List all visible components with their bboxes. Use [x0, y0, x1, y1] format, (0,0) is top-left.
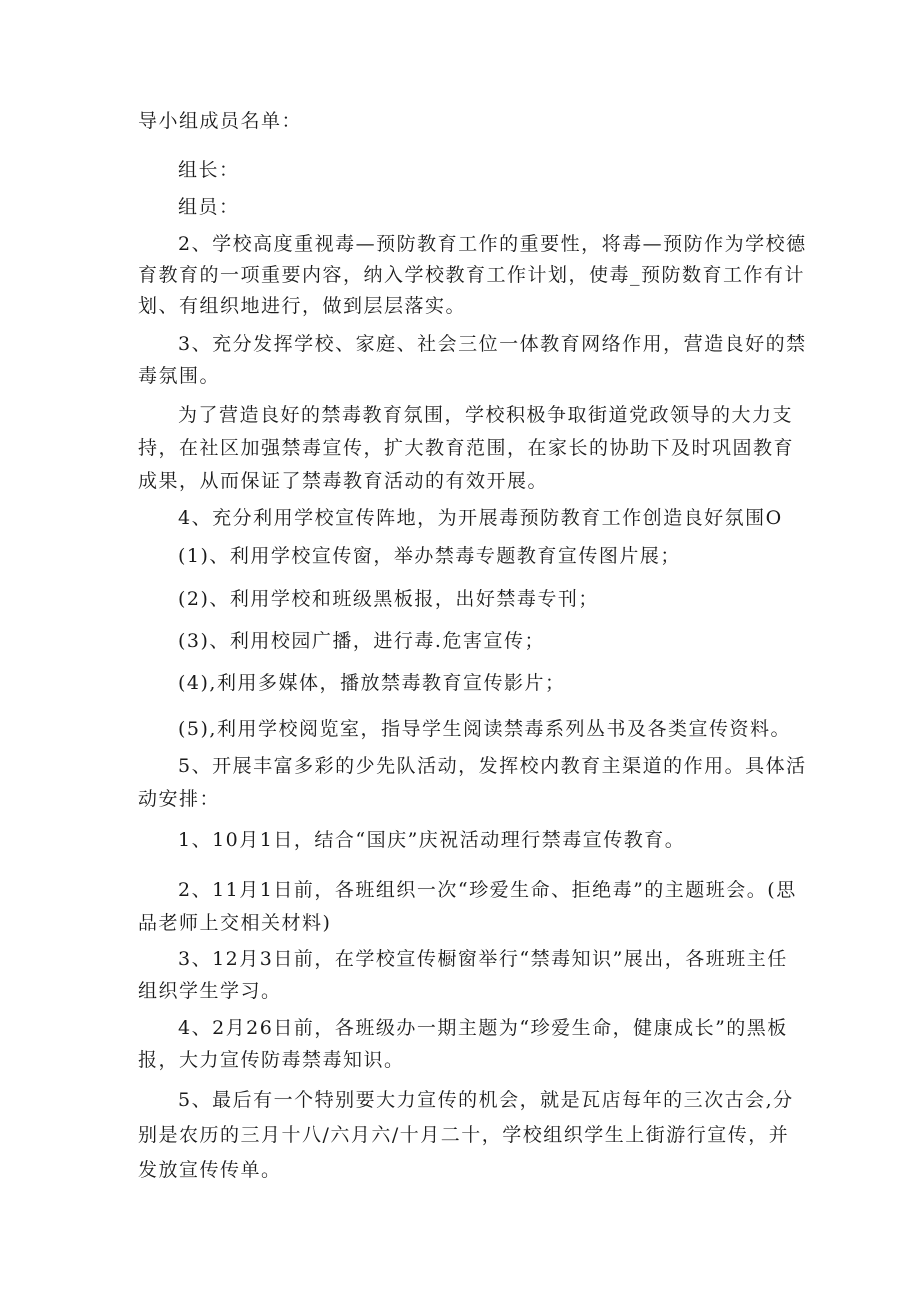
doc-line-members: 组员： — [178, 196, 240, 218]
doc-line-subitem-2: (2)、利用学校和班级黑板报，出好禁毒专刊； — [178, 588, 599, 610]
doc-line-activity-5-cont: 发放宣传传单。 — [138, 1159, 282, 1181]
doc-line-item-2: 2、学校高度重视毒—预防教育工作的重要性，将毒—预防作为学校德 — [178, 233, 807, 255]
doc-line-activity-4-cont: 报，大力宣传防毒禁毒知识。 — [138, 1049, 405, 1071]
doc-line-activity-4: 4、2月26日前，各班级办一期主题为“珍爱生命，健康成长”的黑板 — [178, 1017, 788, 1039]
doc-line-activity-5-cont: 别是农历的三月十八/六月六/十月二十，学校组织学生上街游行宣传，并 — [138, 1124, 790, 1146]
doc-line-paragraph: 为了营造良好的禁毒教育氛围，学校积极争取街道党政领导的大力支 — [178, 404, 794, 426]
doc-line-item-5: 5、开展丰富多彩的少先队活动，发挥校内教育主渠道的作用。具体活 — [178, 755, 807, 777]
doc-line-item-2-cont: 划、有组织地进行，做到层层落实。 — [138, 295, 467, 317]
doc-line-activity-5: 5、最后有一个特别要大力宣传的机会，就是瓦店每年的三次古会,分 — [178, 1089, 794, 1111]
doc-line-subitem-3: (3)、利用校园广播，进行毒.危害宣传； — [178, 630, 545, 652]
doc-line-subitem-4: (4),利用多媒体，播放禁毒教育宣传影片； — [178, 672, 566, 694]
doc-line-list-heading: 导小组成员名单： — [138, 110, 303, 132]
doc-line-item-3: 3、充分发挥学校、家庭、社会三位一体教育网络作用，营造良好的禁 — [178, 333, 807, 355]
doc-line-item-4: 4、充分利用学校宣传阵地，为开展毒预防教育工作创造良好氛围O — [178, 507, 783, 529]
doc-line-item-3-cont: 毒氛围。 — [138, 365, 221, 387]
doc-line-item-2-cont: 育教育的一项重要内容，纳入学校教育工作计划，使毒_预防数育工作有计 — [138, 264, 806, 286]
doc-line-item-5-cont: 动安排： — [138, 788, 221, 810]
doc-line-activity-1: 1、10月1日，结合“国庆”庆祝活动理行禁毒宣传教育。 — [178, 829, 686, 851]
doc-line-leader: 组长： — [178, 159, 240, 181]
doc-line-activity-3-cont: 组织学生学习。 — [138, 980, 282, 1002]
doc-line-activity-3: 3、12月3日前，在学校宣传橱窗举行“禁毒知识”展出，各班班主任 — [178, 948, 788, 970]
doc-line-paragraph-cont: 持，在社区加强禁毒宣传，扩大教育范围，在家长的协助下及时巩固教育 — [138, 437, 795, 459]
doc-line-activity-2: 2、11月1日前，各班组织一次“珍爱生命、拒绝毒”的主题班会。(思 — [178, 879, 797, 901]
doc-line-paragraph-cont: 成果，从而保证了禁毒教育活动的有效开展。 — [138, 470, 549, 492]
doc-line-activity-2-cont: 品老师上交相关材料) — [138, 912, 332, 934]
doc-line-subitem-5: (5),利用学校阅览室，指导学生阅读禁毒系列丛书及各类宣传资料。 — [178, 718, 791, 740]
doc-line-subitem-1: (1)、利用学校宣传窗，举办禁毒专题教育宣传图片展； — [178, 545, 681, 567]
